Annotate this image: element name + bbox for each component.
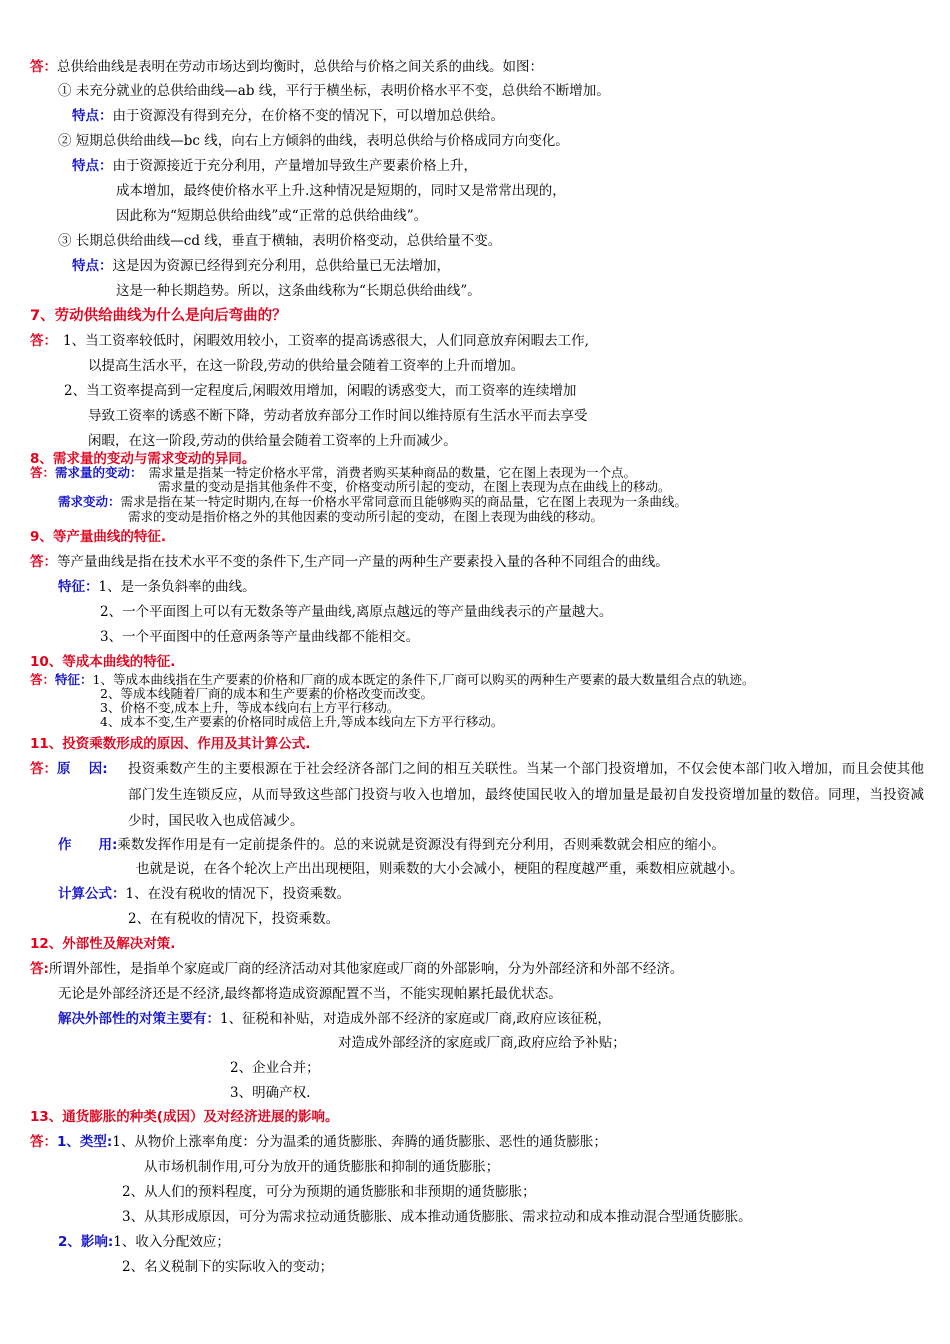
keyword: 特点： — [72, 108, 113, 124]
text: 1、等成本曲线指在生产要素的价格和厂商的成本既定的条件下,厂商可以购买的两种生产要素的最大数量组合点的轨迹。 — [92, 672, 755, 687]
section-title-11: 11、投资乘数形成的原因、作用及其计算公式. — [30, 736, 311, 752]
text-line: 也就是说，在各个轮次上产出出现梗阻，则乘数的大小会减小，梗阻的程度越严重，乘数相应就越小。 — [136, 861, 744, 877]
text-line: 3、从其形成原因，可分为需求拉动通货膨胀、成本推动通货膨胀、需求拉动和成本推动混合型通货膨胀。 — [122, 1209, 752, 1225]
text: 由于资源接近于充分利用，产量增加导致生产要素价格上升， — [112, 158, 477, 174]
keyword: 特征： — [55, 672, 93, 687]
text-line: 3、价格不变,成本上升，等成本线向右上方平行移动。 — [100, 700, 400, 715]
text: 1、是一条负斜率的曲线。 — [98, 579, 256, 595]
text-line: 2、一个平面图上可以有无数条等产量曲线,离原点越远的等产量曲线表示的产量越大。 — [100, 604, 613, 620]
text: 1、收入分配效应； — [113, 1234, 230, 1250]
keyword: 1、类型: — [57, 1134, 113, 1150]
text-line — [30, 673, 754, 687]
text-line — [58, 1010, 611, 1028]
text: 1、征税和补贴，对造成外部不经济的家庭或厂商,政府应该征税， — [220, 1011, 611, 1027]
text-line: 成本增加，最终使价格水平上升.这种情况是短期的，同时又是常常出现的， — [116, 183, 566, 199]
text-line — [30, 553, 669, 571]
text-line — [72, 107, 504, 125]
text-line: 导致工资率的诱惑不断下降，劳动者放弃部分工作时间以维持原有生活水平而去享受 — [88, 408, 588, 424]
text-line: 4、成本不变,生产要素的价格同时成倍上升,等成本线向左下方平行移动。 — [100, 714, 504, 729]
text: 需求是指在某一特定时期内,在每一价格水平常同意而且能够购买的商品量，它在图上表现为一条曲线。 — [120, 494, 687, 509]
text: 1、在没有税收的情况下，投资乘数。 — [125, 886, 351, 902]
text-line: 以提高生活水平，在这一阶段,劳动的供给量会随着工资率的上升而增加。 — [88, 358, 525, 374]
text-line: ① 未充分就业的总供给曲线—ab 线，平行于横坐标，表明价格水平不变，总供给不断增加。 — [58, 83, 610, 99]
answer-label: 答: — [30, 961, 49, 977]
answer-label: 答： — [30, 333, 57, 349]
text-line: 因此称为“短期总供给曲线”或“正常的总供给曲线”。 — [116, 208, 428, 224]
text: 总供给曲线是表明在劳动市场达到均衡时，总供给与价格之间关系的曲线。如图： — [57, 59, 543, 75]
text-line: 2、企业合并； — [230, 1060, 320, 1076]
paragraph: 投资乘数产生的主要根源在于社会经济各部门之间的相互关联性。当某一个部门投资增加，不仅会使本部门收入增加，而且会使其他部门发生连锁反应，从而导致这些部门投资与收入也增加，最终使国民收入的增加量是最初自发投资增加量的数倍。同理，当投资减少时，国民收入也成倍减少。 — [128, 761, 924, 829]
answer-label-line — [30, 760, 108, 778]
answer-label: 答： — [30, 761, 57, 777]
answer-label: 答： — [30, 59, 57, 75]
section-title-13: 13、通货膨胀的种类(成因）及对经济进展的影响。 — [30, 1109, 339, 1125]
keyword: 特征： — [58, 579, 99, 595]
answer-block-6-line-1 — [30, 58, 543, 76]
section-title-12: 12、外部性及解决对策. — [30, 936, 176, 952]
answer-label: 答： — [30, 465, 56, 480]
keyword: 解决外部性的对策主要有： — [58, 1011, 220, 1027]
text-line: 需求量的变动是指其他条件不变，价格变动所引起的变动，在图上表现为点在曲线上的移动。 — [158, 479, 671, 494]
text-line — [30, 960, 683, 978]
text: 乘数发挥作用是有一定前提条件的。总的来说就是资源没有得到充分利用，否则乘数就会相应的缩小。 — [117, 837, 725, 853]
text-line: 2、从人们的预料程度，可分为预期的通货膨胀和非预期的通货膨胀； — [122, 1184, 536, 1200]
keyword: 2、影响: — [58, 1234, 114, 1250]
text-line: 2、名义税制下的实际收入的变动； — [122, 1259, 334, 1275]
section-title-9: 9、等产量曲线的特征. — [30, 529, 167, 545]
text-line: 闲暇，在这一阶段,劳动的供给量会随着工资率的上升而减少。 — [88, 433, 457, 449]
text-line: 这是一种长期趋势。所以，这条曲线称为“长期总供给曲线”。 — [116, 283, 481, 299]
answer-label: 答： — [30, 672, 56, 687]
keyword: 需求变动： — [58, 494, 121, 509]
text: 1、从物价上涨率角度：分为温柔的通货膨胀、奔腾的通货膨胀、恶性的通货膨胀； — [112, 1134, 607, 1150]
answer-label: 答： — [30, 1134, 57, 1150]
text-line: 无论是外部经济还是不经济,最终都将造成资源配置不当，不能实现帕累托最优状态。 — [58, 986, 562, 1002]
text-line — [30, 466, 636, 480]
section-title-8: 8、需求量的变动与需求变动的异同。 — [30, 451, 256, 467]
text: 等产量曲线是指在技术水平不变的条件下,生产同一产量的两种生产要素投入量的各种不同组合的曲线。 — [57, 554, 669, 570]
text-line: 2、当工资率提高到一定程度后,闲暇效用增加，闲暇的诱惑变大，而工资率的连续增加 — [64, 383, 577, 399]
text-line: 3、明确产权. — [230, 1085, 311, 1101]
text-line: 需求的变动是指价格之外的其他因素的变动所引起的变动，在图上表现为曲线的移动。 — [128, 509, 604, 524]
text-line — [58, 836, 725, 854]
text-line: 3、一个平面图中的任意两条等产量曲线都不能相交。 — [100, 629, 420, 645]
keyword: 计算公式： — [58, 886, 126, 902]
text-line: ③ 长期总供给曲线—cd 线，垂直于横轴，表明价格变动，总供给量不变。 — [58, 233, 502, 249]
section-title-7: 7、劳动供给曲线为什么是向后弯曲的？ — [30, 308, 287, 324]
text-line — [58, 578, 256, 596]
text: 这是因为资源已经得到充分利用，总供给量已无法增加， — [112, 258, 450, 274]
text-line — [30, 1133, 607, 1151]
text: 由于资源没有得到充分，在价格不变的情况下，可以增加总供给。 — [112, 108, 504, 124]
text-line — [72, 157, 477, 175]
text: 所谓外部性，是指单个家庭或厂商的经济活动对其他家庭或厂商的外部影响，分为外部经济和外部不经济。 — [48, 961, 684, 977]
text-line — [58, 495, 687, 509]
text-line — [58, 885, 350, 903]
keyword: 原 因: — [57, 761, 108, 777]
text-line: 2、等成本线随着厂商的成本和生产要素的价格改变而改变。 — [100, 686, 433, 701]
answer-label: 答： — [30, 554, 57, 570]
text-line: 2、在有税收的情况下，投资乘数。 — [128, 911, 340, 927]
text: 需求量是指某一特定价格水平常，消费者购买某种商品的数量，它在图上表现为一个点。 — [148, 465, 637, 480]
keyword: 特点： — [72, 258, 113, 274]
text-line: ② 短期总供给曲线—bc 线，向右上方倾斜的曲线，表明总供给与价格成同方向变化。 — [58, 133, 569, 149]
keyword: 特点： — [72, 158, 113, 174]
text-line — [72, 257, 450, 275]
keyword: 作 用: — [58, 837, 118, 853]
keyword: 需求量的变动： — [55, 465, 143, 480]
text: 1、当工资率较低时，闲暇效用较小，工资率的提高诱惑很大，人们同意放弃闲暇去工作, — [63, 333, 589, 349]
section-title-10: 10、等成本曲线的特征. — [30, 654, 176, 670]
text-line: 对造成外部经济的家庭或厂商,政府应给予补贴； — [338, 1035, 626, 1051]
text-line — [30, 332, 589, 350]
text-line: 从市场机制作用,可分为放开的通货膨胀和抑制的通货膨胀； — [144, 1159, 500, 1175]
text-line — [58, 1233, 230, 1251]
